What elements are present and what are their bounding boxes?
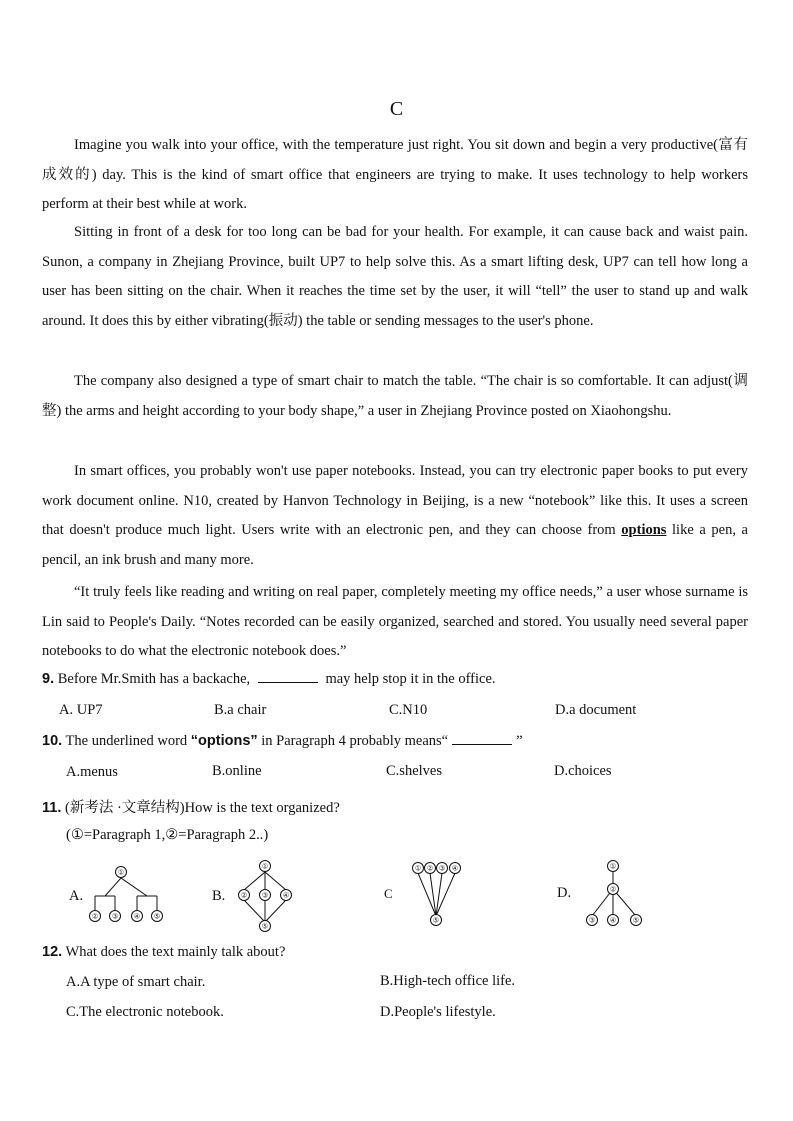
circle-label: ② bbox=[91, 912, 99, 921]
question-10 bbox=[42, 732, 523, 750]
q11-option-d-label: D. bbox=[557, 885, 572, 901]
q10-option-b: B.online bbox=[212, 763, 262, 779]
circle-label: ② bbox=[609, 885, 617, 894]
q12-option-a: A.A type of smart chair. bbox=[66, 974, 206, 990]
paragraph-3: The company also designed a type of smart chair to match the table. “The chair is so comfortable. It can adjust(调整) the arms and height according to your body shape,” a user in Zhejiang Province posted on Xiaohongshu. bbox=[42, 373, 748, 419]
structure-diagram-d bbox=[580, 856, 646, 930]
q11-option-b-label: B. bbox=[212, 888, 226, 904]
question-stem: The underlined word bbox=[65, 733, 188, 749]
structure-diagram-b bbox=[234, 856, 296, 936]
q10-option-c: C.shelves bbox=[386, 763, 442, 779]
circle-label: ① bbox=[261, 862, 269, 871]
question-keyword: “options” bbox=[190, 733, 258, 749]
circle-label: ④ bbox=[609, 916, 617, 925]
paragraph-5: “It truly feels like reading and writing on real paper, completely meeting my office needs,” a user whose surname is Lin said to People's Daily. “Notes recorded can be easily organized, searched and stored. You usually need several paper notebooks to do what the electronic notebook does.” bbox=[42, 584, 748, 659]
circle-label: ⑤ bbox=[432, 916, 440, 925]
circle-label: ⑤ bbox=[632, 916, 640, 925]
circle-label: ④ bbox=[133, 912, 141, 921]
circle-label: ⑤ bbox=[261, 922, 269, 931]
question-number: 9. bbox=[42, 671, 55, 687]
structure-diagram-a bbox=[85, 862, 165, 928]
question-12 bbox=[42, 944, 285, 961]
circle-label: ④ bbox=[451, 864, 459, 873]
question-stem-mid: in Paragraph 4 probably means“ bbox=[261, 733, 449, 749]
question-stem-end: may help stop it in the office. bbox=[325, 671, 496, 687]
question-11 bbox=[42, 796, 340, 817]
circle-label: ③ bbox=[261, 891, 269, 900]
circle-label: ① bbox=[414, 864, 422, 873]
q11-option-a-label: A. bbox=[69, 888, 84, 904]
q9-option-d: D.a document bbox=[555, 702, 637, 718]
q9-option-a: A. UP7 bbox=[59, 702, 103, 718]
question-number: 11. bbox=[42, 800, 62, 816]
question-stem-end: ” bbox=[516, 733, 523, 749]
question-number: 12. bbox=[42, 944, 63, 960]
q12-option-d: D.People's lifestyle. bbox=[380, 1004, 496, 1020]
question-9 bbox=[42, 670, 496, 688]
answer-blank bbox=[452, 732, 512, 745]
paragraph-2: Sitting in front of a desk for too long can be bad for your health. For example, it can cause back and waist pain. Sunon, a company in Zhejiang Province, built UP7 to help solve this. As a smart lifting desk, UP7 can tell how long a user has been sitting on the chair. When it reaches the time set by the user, it will “tell” the user to stand up and walk around. It does this by either vibrating(振动) the table or sending messages to the user's phone. bbox=[42, 224, 748, 329]
q10-option-a: A.menus bbox=[66, 764, 118, 780]
answer-blank bbox=[258, 670, 318, 683]
paragraph-1: Imagine you walk into your office, with the temperature just right. You sit down and begin a very productive(富有成效的) day. This is the kind of smart office that engineers are trying to make. It uses technology to help workers perform at their best while at work. bbox=[42, 137, 748, 212]
q10-option-d: D.choices bbox=[554, 763, 612, 779]
circle-label: ③ bbox=[111, 912, 119, 921]
section-title: C bbox=[389, 98, 404, 120]
q11-option-c-label: C bbox=[384, 886, 393, 901]
underlined-word: options bbox=[621, 522, 667, 538]
circle-label: ⑤ bbox=[153, 912, 161, 921]
circle-label: ② bbox=[240, 891, 248, 900]
q9-option-b: B.a chair bbox=[214, 702, 267, 718]
circle-label: ④ bbox=[282, 891, 290, 900]
question-stem: Before Mr.Smith has a backache, bbox=[57, 671, 251, 687]
paragraph-4 bbox=[42, 457, 748, 575]
circle-label: ① bbox=[609, 862, 617, 871]
question-stem: (新考法 ·文章结构)How is the text organized? bbox=[64, 800, 340, 816]
structure-diagram-c bbox=[406, 858, 466, 932]
paragraph-4-tail: like a pen, a pencil, an ink brush and many more. bbox=[42, 522, 748, 568]
q9-option-c: C.N10 bbox=[389, 702, 428, 718]
question-number: 10. bbox=[42, 733, 63, 749]
q12-option-c: C.The electronic notebook. bbox=[66, 1004, 224, 1020]
circle-label: ③ bbox=[588, 916, 596, 925]
circle-label: ③ bbox=[438, 864, 446, 873]
q12-option-b: B.High-tech office life. bbox=[380, 973, 516, 989]
question-stem: What does the text mainly talk about? bbox=[65, 944, 286, 960]
circle-label: ② bbox=[426, 864, 434, 873]
question-11-note: (①=Paragraph 1,②=Paragraph 2..) bbox=[66, 827, 269, 843]
paragraph-4-text: In smart offices, you probably won't use paper notebooks. Instead, you can try electronic paper books to put every work document online. N10, created by Hanvon Technology in Beijing, is a new “notebook” like this. It uses a screen that doesn't produce much light. Users write with an electronic pen, and they can choose from bbox=[42, 463, 748, 538]
circle-label: ① bbox=[117, 868, 125, 877]
